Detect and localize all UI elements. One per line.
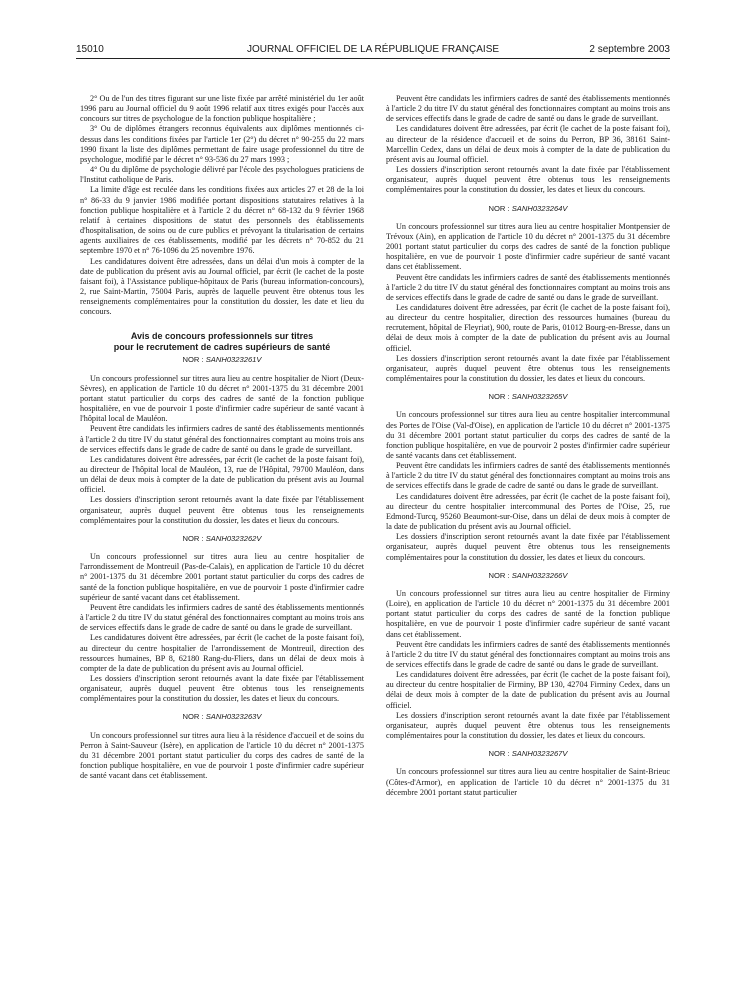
paragraph: Les candidatures doivent être adressées, par écrit (le cachet de la poste faisant foi), au directeur du centre hospitalier de l'arrondissement de Montreuil, direction des ressources humaines, BP 8, 62180 Rang-du-Fliers, dans un délai de deux mois à compter de la date de publication du présent avis au Journal officiel.	[80, 633, 364, 673]
paragraph: Les dossiers d'inscription seront retournés avant la date fixée par l'établissement organisateur, auprès duquel peuvent être obtenus tous les renseignements complémentaires pour la constitution du dossier, les dates et lieux du concours.	[80, 495, 364, 525]
journal-title: JOURNAL OFFICIEL DE LA RÉPUBLIQUE FRANÇAISE	[246, 44, 500, 55]
paragraph: Les candidatures doivent être adressées, par écrit (le cachet de la poste faisant foi), au directeur de l'hôpital local de Mauléon, 13, rue de l'Hôpital, 79700 Mauléon, dans un délai de deux mois à compter de la date de publication du présent avis au Journal officiel.	[80, 454, 364, 495]
paragraph: Un concours professionnel sur titres aura lieu au centre hospitalier de Niort (Deux-Sèvres), en application de l'article 10 du décret n° 2001-1375 du 31 décembre 2001 portant statut particulier du corps des cadres de santé de la fonction publique hospitalière, en vue de pourvoir 1 poste d'infirmier cadre supérieur de santé vacant à l'hôpital local de Mauléon.	[80, 373, 364, 424]
paragraph: Les dossiers d'inscription seront retournés avant la date fixée par l'établissement organisateur, auprès duquel peuvent être obtenus tous les renseignements complémentaires pour la constitution du dossier, les dates et lieux du concours.	[80, 673, 364, 704]
paragraph: Un concours professionnel sur titres aura lieu au centre hospitalier Montpensier de Trévoux (Ain), en application de l'article 10 du décret n° 2001-1375 du 31 décembre 2001 portant statut particulier du corps des cadres de santé de la fonction publique hospitalière, en vue de pourvoir 1 poste d'infirmier cadre supérieur de santé vacant dans cet établissement.	[386, 221, 670, 272]
nor-code: SANH0323266V	[511, 570, 568, 580]
paragraph: Un concours professionnel sur titres aura lieu à la résidence d'accueil et de soins du Perron à Saint-Sauveur (Isère), en application de l'article 10 du décret n° 2001-1375 du 31 décembre 2001 portant statut particulier du corps des cadres de santé de la fonction publique hospitalière, en vue de pourvoir 1 poste d'infirmier cadre supérieur de santé vacant dans cet établissement.	[80, 730, 364, 781]
nor-label: NOR :	[182, 533, 206, 543]
nor-code: SANH0323262V	[205, 533, 262, 543]
nor-label: NOR :	[182, 355, 206, 365]
section-heading-line-2: pour le recrutement de cadres supérieurs de santé	[113, 342, 331, 353]
paragraph: Peuvent être candidats les infirmiers cadres de santé des établissements mentionnés à l'article 2 du titre IV du statut général des fonctionnaires comptant au moins trois ans de services effectifs dans le grade de cadre de santé ou dans le grade de surveillant.	[386, 639, 670, 669]
paragraph: Les candidatures doivent être adressées, par écrit (le cachet de la poste faisant foi), au directeur du centre hospitalier de Firminy, BP 130, 42704 Firminy Cedex, dans un délai de deux mois à compter de la date de publication du présent avis au Journal officiel.	[386, 670, 670, 710]
right-column	[386, 94, 670, 984]
left-column	[80, 94, 364, 984]
paragraph: Les dossiers d'inscription seront retournés avant la date fixée par l'établissement organisateur, auprès duquel peuvent être obtenus tous les renseignements complémentaires pour la constitution du dossier, les dates et lieux du concours.	[386, 710, 670, 741]
nor-reference	[80, 534, 364, 544]
nor-reference	[80, 355, 364, 365]
paragraph: Un concours professionnel sur titres aura lieu au centre hospitalier de Saint-Brieuc (Côtes-d'Armor), en application de l'article 10 du décret n° 2001-1375 du 31 décembre 2001 portant statut particulier	[386, 767, 670, 797]
nor-reference	[386, 204, 670, 214]
paragraph: Un concours professionnel sur titres aura lieu au centre hospitalier de Firminy (Loire), en application de l'article 10 du décret n° 2001-1375 du 31 décembre 2001 portant statut particulier du corps des cadres de santé de la fonction publique hospitalière, en vue de pourvoir 1 poste d'infirmier cadre supérieur de santé vacant dans cet établissement.	[386, 588, 670, 639]
nor-label: NOR :	[488, 203, 512, 213]
section-heading-line-1: Avis de concours professionnels sur titres	[130, 331, 314, 342]
paragraph: Les candidatures doivent être adressées, par écrit (le cachet de la poste faisant foi), au directeur du centre hospitalier, direction des ressources humaines (bureau du recrutement, hôpital de Fleyriat), 900, route de Paris, 01012 Bourg-en-Bresse, dans un délai de deux mois à compter de la date de publication du présent avis au Journal officiel.	[386, 302, 670, 353]
paragraph: Peuvent être candidats les infirmiers cadres de santé des établissements mentionnés à l'article 2 du titre IV du statut général des fonctionnaires comptant au moins trois ans de services effectifs dans le grade de cadre de santé ou dans le grade de surveillant.	[386, 94, 670, 124]
nor-label: NOR :	[488, 570, 512, 580]
paragraph: Peuvent être candidats les infirmiers cadres de santé des établissements mentionnés à l'article 2 du titre IV du statut général des fonctionnaires comptant au moins trois ans de services effectifs dans le grade de cadre de santé ou dans le grade de surveillant.	[386, 461, 670, 491]
paragraph: Peuvent être candidats les infirmiers cadres de santé des établissements mentionnés à l'article 2 du titre IV du statut général des fonctionnaires comptant au moins trois ans de services effectifs dans le grade de cadre de santé ou dans le grade de surveillant.	[80, 424, 364, 454]
page-number: 15010	[76, 44, 104, 55]
nor-code: SANH0323265V	[511, 392, 568, 402]
paragraph: Un concours professionnel sur titres aura lieu au centre hospitalier intercommunal des Portes de l'Oise (Val-d'Oise), en application de l'article 10 du décret n° 2001-1375 du 31 décembre 2001 portant statut particulier du corps des cadres de santé de la fonction publique hospitalière, en vue de pourvoir 2 postes d'infirmier cadre supérieur de santé vacants dans cet établissement.	[386, 410, 670, 460]
nor-code: SANH0323263V	[205, 712, 262, 722]
paragraph: Les candidatures doivent être adressées, par écrit (le cachet de la poste faisant foi), au directeur de la résidence d'accueil et de soins du Perron, BP 36, 38161 Saint-Marcellin Cedex, dans un délai de deux mois à compter de la date de publication du présent avis au Journal officiel.	[386, 124, 670, 164]
paragraph: 4° Ou du diplôme de psychologie délivré par l'école des psychologues praticiens de l'Institut catholique de Paris.	[80, 165, 364, 185]
nor-code: SANH0323264V	[511, 203, 568, 213]
paragraph: Les dossiers d'inscription seront retournés avant la date fixée par l'établissement organisateur, auprès duquel peuvent être obtenus tous les renseignements complémentaires pour la constitution du dossier, les dates et lieux du concours.	[386, 532, 670, 562]
section-heading	[80, 331, 364, 353]
page-header	[76, 44, 670, 59]
paragraph: Les dossiers d'inscription seront retournés avant la date fixée par l'établissement organisateur, auprès duquel peuvent être obtenus tous les renseignements complémentaires pour la constitution du dossier, les dates et lieux du concours.	[386, 165, 670, 195]
paragraph: Les candidatures doivent être adressées, dans un délai d'un mois à compter de la date de publication du présent avis au Journal officiel, par écrit (le cachet de la poste faisant foi), à l'Assistance publique-hôpitaux de Paris (bureau information-concours), 2, rue Saint-Martin, 75004 Paris, auprès de laquelle peuvent être obtenus tous les renseignements complémentaires pour la constitution du dossier, les date et lieu du concours.	[80, 256, 364, 317]
issue-date: 2 septembre 2003	[589, 44, 670, 55]
nor-label: NOR :	[488, 749, 512, 759]
paragraph: Un concours professionnel sur titres aura lieu au centre hospitalier de l'arrondissement de Montreuil (Pas-de-Calais), en application de l'article 10 du décret n° 2001-1375 du 31 décembre 2001 portant statut particulier du corps des cadres de santé de la fonction publique hospitalière, en vue de pourvoir 1 poste d'infirmier cadre supérieur de santé vacant dans cet établissement.	[80, 552, 364, 602]
paragraph: Les candidatures doivent être adressées, par écrit (le cachet de la poste faisant foi), au directeur du centre hospitalier intercommunal des Portes de l'Oise, 25, rue Edmond-Turcq, 95260 Beaumont-sur-Oise, dans un délai de deux mois à compter de la date de publication du présent avis au Journal officiel.	[386, 491, 670, 532]
nor-reference	[80, 712, 364, 722]
nor-reference	[386, 571, 670, 581]
paragraph: La limite d'âge est reculée dans les conditions fixées aux articles 27 et 28 de la loi n° 86-33 du 9 janvier 1986 modifiée portant dispositions statutaires relatives à la fonction publique hospitalière et à l'article 2 du décret n° 68-132 du 9 février 1968 relatif à certaines dispositions de statut des personnels des établissements d'hospitalisation, de soins ou de cure publics et prévoyant la titularisation de certains agents auxiliaires de ces établissements, modifié par les décrets n° 70-852 du 21 septembre 1970 et n° 76-1096 du 25 novembre 1976.	[80, 185, 364, 256]
nor-reference	[386, 392, 670, 402]
paragraph: Peuvent être candidats les infirmiers cadres de santé des établissements mentionnés à l'article 2 du titre IV du statut général des fonctionnaires comptant au moins trois ans de services effectifs dans le grade de cadre de santé ou dans le grade de surveillant.	[80, 602, 364, 633]
nor-reference	[386, 749, 670, 759]
nor-label: NOR :	[488, 392, 512, 402]
paragraph: 2° Ou de l'un des titres figurant sur une liste fixée par arrêté ministériel du 1er août 1996 paru au Journal officiel du 9 août 1996 relatif aux titres exigés pour l'accès aux concours sur titres de psychologue de la fonction publique hospitalière ;	[80, 94, 364, 124]
paragraph: 3° Ou de diplômes étrangers reconnus équivalents aux diplômes mentionnés ci-dessus dans les conditions fixées par l'article 1er (2°) du décret n° 90-255 du 22 mars 1990 fixant la liste des diplômes permettant de faire usage professionnel du titre de psychologue, modifié par le décret n° 93-536 du 27 mars 1993 ;	[80, 124, 364, 164]
nor-code: SANH0323267V	[511, 749, 568, 759]
paragraph: Les dossiers d'inscription seront retournés avant la date fixée par l'établissement organisateur, auprès duquel peuvent être obtenus tous les renseignements complémentaires pour la constitution du dossier, les dates et lieux du concours.	[386, 353, 670, 384]
nor-label: NOR :	[182, 712, 206, 722]
paragraph: Peuvent être candidats les infirmiers cadres de santé des établissements mentionnés à l'article 2 du titre IV du statut général des fonctionnaires comptant au moins trois ans de services effectifs dans le grade de cadre de santé ou dans le grade de surveillant.	[386, 272, 670, 302]
nor-code: SANH0323261V	[205, 355, 262, 365]
